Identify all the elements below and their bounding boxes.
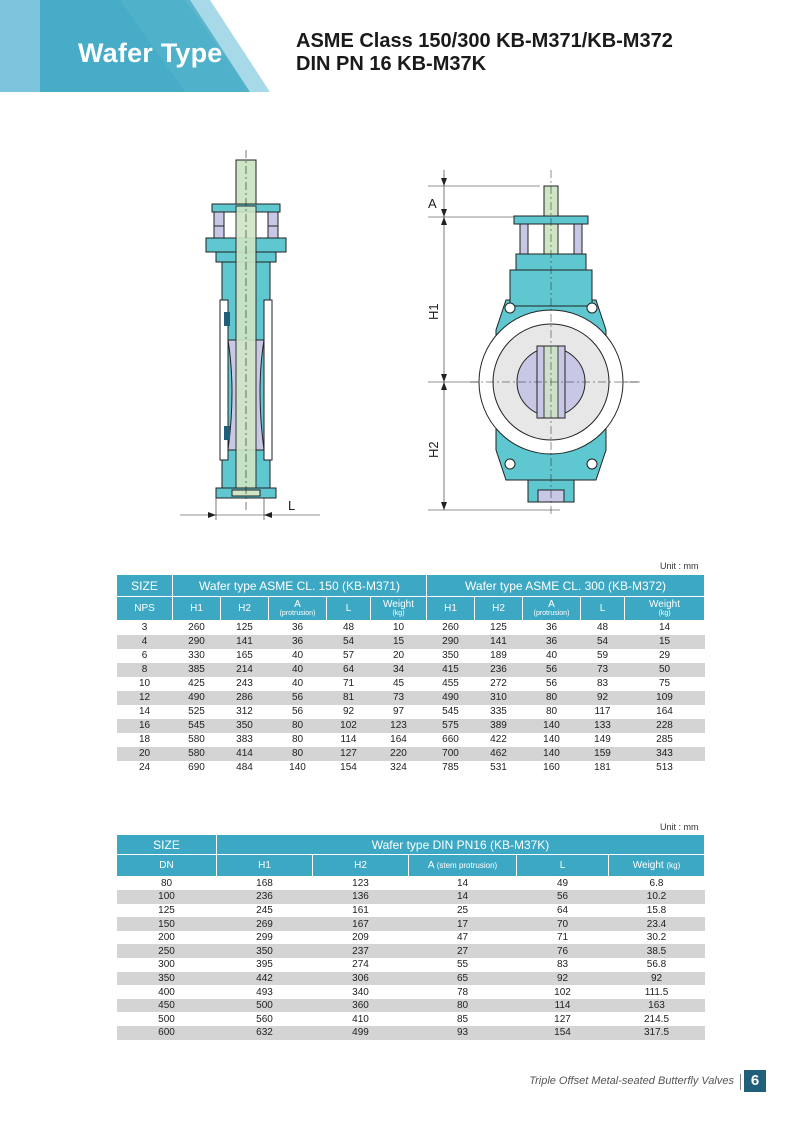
- table-cell: 49: [517, 877, 609, 891]
- table-cell: 54: [581, 635, 625, 649]
- col-a-label: A: [427, 860, 434, 871]
- table-cell: 214.5: [609, 1012, 705, 1026]
- footer-text: Triple Offset Metal-seated Butterfly Valves: [529, 1075, 734, 1087]
- table-cell: 57: [327, 649, 371, 663]
- dim-label-l: L: [288, 498, 296, 513]
- table-cell: 310: [475, 691, 523, 705]
- table-row: [117, 1026, 705, 1040]
- table-cell: 383: [221, 733, 269, 747]
- footer-divider: [740, 1074, 741, 1090]
- table-cell: 76: [517, 944, 609, 958]
- table-cell: 8: [117, 663, 173, 677]
- table-cell: 236: [475, 663, 523, 677]
- table-row: [117, 705, 705, 719]
- table-cell: 150: [117, 917, 217, 931]
- table-cell: 245: [217, 904, 313, 918]
- table-cell: 161: [313, 904, 409, 918]
- table-cell: 493: [217, 985, 313, 999]
- table-row: [117, 931, 705, 945]
- table-cell: 16: [117, 719, 173, 733]
- table-cell: 47: [409, 931, 517, 945]
- table-cell: 100: [117, 890, 217, 904]
- table-row: [117, 663, 705, 677]
- table-cell: 499: [313, 1026, 409, 1040]
- col-h1: H1: [217, 855, 313, 877]
- table-cell: 92: [581, 691, 625, 705]
- table-cell: 64: [327, 663, 371, 677]
- table-cell: 10: [371, 621, 427, 635]
- table-cell: 167: [313, 917, 409, 931]
- col-h2: H2: [313, 855, 409, 877]
- table-cell: 133: [581, 719, 625, 733]
- table-cell: 286: [221, 691, 269, 705]
- din-spec-table: [116, 834, 705, 1040]
- table-cell: 236: [217, 890, 313, 904]
- unit-label-2: Unit : mm: [660, 822, 699, 832]
- table-cell: 490: [173, 691, 221, 705]
- table-cell: 159: [581, 747, 625, 761]
- table-cell: 181: [581, 761, 625, 775]
- table-cell: 83: [581, 677, 625, 691]
- table-cell: 350: [217, 944, 313, 958]
- col-a-label: A: [548, 598, 555, 610]
- table-row: [117, 877, 705, 891]
- table-cell: 335: [475, 705, 523, 719]
- table-cell: 73: [371, 691, 427, 705]
- table-cell: 40: [269, 677, 327, 691]
- table-cell: 237: [313, 944, 409, 958]
- col-l: L: [517, 855, 609, 877]
- table-row: [117, 890, 705, 904]
- table-cell: 55: [409, 958, 517, 972]
- table-cell: 164: [625, 705, 705, 719]
- table-cell: 111.5: [609, 985, 705, 999]
- table-cell: 250: [117, 944, 217, 958]
- table-cell: 209: [313, 931, 409, 945]
- table-cell: 214: [221, 663, 269, 677]
- table-row: [117, 621, 705, 635]
- table-cell: 81: [327, 691, 371, 705]
- table-cell: 660: [427, 733, 475, 747]
- table-cell: 92: [517, 972, 609, 986]
- table-row: [117, 999, 705, 1013]
- table-cell: 164: [371, 733, 427, 747]
- col-a-note: (stem protrusion): [436, 861, 498, 870]
- header-group-cl300: Wafer type ASME CL. 300 (KB-M372): [427, 575, 705, 597]
- table-cell: 260: [173, 621, 221, 635]
- table-cell: 15: [371, 635, 427, 649]
- table-cell: 580: [173, 747, 221, 761]
- table-cell: 243: [221, 677, 269, 691]
- table-row: [117, 944, 705, 958]
- table-cell: 125: [117, 904, 217, 918]
- table-cell: 632: [217, 1026, 313, 1040]
- asme-spec-table: [116, 574, 705, 775]
- dim-label-h2: H2: [426, 441, 441, 458]
- table-cell: 317.5: [609, 1026, 705, 1040]
- table-cell: 140: [523, 747, 581, 761]
- table-cell: 123: [313, 877, 409, 891]
- table-cell: 165: [221, 649, 269, 663]
- table-cell: 274: [313, 958, 409, 972]
- col-nps: NPS: [117, 597, 173, 621]
- table-cell: 330: [173, 649, 221, 663]
- page-number: 6: [744, 1070, 766, 1092]
- col-a: [523, 597, 581, 621]
- table-cell: 56: [523, 677, 581, 691]
- table-cell: 127: [517, 1012, 609, 1026]
- dim-label-h1: H1: [426, 303, 441, 320]
- table-cell: 141: [221, 635, 269, 649]
- table-cell: 56.8: [609, 958, 705, 972]
- table-row: [117, 691, 705, 705]
- table-cell: 80: [409, 999, 517, 1013]
- table-cell: 290: [173, 635, 221, 649]
- table-cell: 75: [625, 677, 705, 691]
- table-cell: 93: [409, 1026, 517, 1040]
- table-cell: 23.4: [609, 917, 705, 931]
- table-cell: 85: [409, 1012, 517, 1026]
- col-h1: H1: [427, 597, 475, 621]
- table-cell: 127: [327, 747, 371, 761]
- col-weight-label: Weight: [632, 860, 664, 871]
- table-cell: 56: [269, 691, 327, 705]
- table-cell: 10.2: [609, 890, 705, 904]
- title-line-1: ASME Class 150/300 KB-M371/KB-M372: [296, 30, 673, 52]
- table-cell: 10: [117, 677, 173, 691]
- table-cell: 83: [517, 958, 609, 972]
- table-cell: 306: [313, 972, 409, 986]
- table-cell: 34: [371, 663, 427, 677]
- table-cell: 290: [427, 635, 475, 649]
- table-cell: 272: [475, 677, 523, 691]
- table-cell: 50: [625, 663, 705, 677]
- table-row: [117, 972, 705, 986]
- table-cell: 18: [117, 733, 173, 747]
- table-cell: 6.8: [609, 877, 705, 891]
- table-cell: 80: [269, 747, 327, 761]
- table-row: [117, 747, 705, 761]
- col-weight-label: Weight: [649, 598, 680, 610]
- col-h2: H2: [475, 597, 523, 621]
- page-title: [296, 30, 673, 76]
- col-dn: DN: [117, 855, 217, 877]
- table-cell: 324: [371, 761, 427, 775]
- col-h1: H1: [173, 597, 221, 621]
- table-cell: 389: [475, 719, 523, 733]
- table-cell: 228: [625, 719, 705, 733]
- table-cell: 168: [217, 877, 313, 891]
- col-weight: [609, 855, 705, 877]
- table-cell: 6: [117, 649, 173, 663]
- table-cell: 92: [327, 705, 371, 719]
- col-weight-label: Weight: [383, 598, 414, 610]
- table-cell: 690: [173, 761, 221, 775]
- table-cell: 40: [269, 663, 327, 677]
- table-cell: 350: [117, 972, 217, 986]
- table-row: [117, 635, 705, 649]
- table-cell: 40: [523, 649, 581, 663]
- table-cell: 48: [327, 621, 371, 635]
- table-cell: 102: [327, 719, 371, 733]
- col-weight: [625, 597, 705, 621]
- table-cell: 410: [313, 1012, 409, 1026]
- table-cell: 500: [217, 999, 313, 1013]
- header-size: SIZE: [117, 835, 217, 855]
- table-cell: 56: [523, 663, 581, 677]
- table-cell: 136: [313, 890, 409, 904]
- table-cell: 400: [117, 985, 217, 999]
- table-row: [117, 677, 705, 691]
- table-cell: 149: [581, 733, 625, 747]
- table-cell: 102: [517, 985, 609, 999]
- table-cell: 154: [327, 761, 371, 775]
- table-cell: 490: [427, 691, 475, 705]
- unit-label-1: Unit : mm: [660, 561, 699, 571]
- table-cell: 163: [609, 999, 705, 1013]
- table-cell: 12: [117, 691, 173, 705]
- col-a-note: (protrusion): [533, 609, 570, 617]
- table-cell: 140: [523, 719, 581, 733]
- table-cell: 29: [625, 649, 705, 663]
- table-cell: 545: [427, 705, 475, 719]
- table-cell: 92: [609, 972, 705, 986]
- table-cell: 56: [269, 705, 327, 719]
- table-cell: 545: [173, 719, 221, 733]
- table-cell: 97: [371, 705, 427, 719]
- table-cell: 455: [427, 677, 475, 691]
- table-cell: 425: [173, 677, 221, 691]
- table-cell: 220: [371, 747, 427, 761]
- table-cell: 15.8: [609, 904, 705, 918]
- table-cell: 20: [117, 747, 173, 761]
- table-cell: 160: [523, 761, 581, 775]
- table-cell: 80: [269, 719, 327, 733]
- table-cell: 80: [523, 691, 581, 705]
- table-cell: 525: [173, 705, 221, 719]
- table-row: [117, 958, 705, 972]
- table-cell: 385: [173, 663, 221, 677]
- valve-side-view-drawing: [170, 150, 330, 530]
- table-cell: 36: [269, 635, 327, 649]
- table-cell: 109: [625, 691, 705, 705]
- table-cell: 38.5: [609, 944, 705, 958]
- table-cell: 36: [523, 621, 581, 635]
- table-cell: 531: [475, 761, 523, 775]
- table-cell: 117: [581, 705, 625, 719]
- section-title: Wafer Type: [78, 38, 223, 68]
- table-cell: 14: [117, 705, 173, 719]
- table-cell: 30.2: [609, 931, 705, 945]
- table-cell: 343: [625, 747, 705, 761]
- table-cell: 14: [625, 621, 705, 635]
- dim-label-a: A: [428, 196, 437, 211]
- table-row: [117, 1012, 705, 1026]
- table-row: [117, 649, 705, 663]
- table-cell: 25: [409, 904, 517, 918]
- table-row: [117, 761, 705, 775]
- table-cell: 269: [217, 917, 313, 931]
- table-cell: 500: [117, 1012, 217, 1026]
- table-cell: 17: [409, 917, 517, 931]
- table-cell: 64: [517, 904, 609, 918]
- table-cell: 350: [221, 719, 269, 733]
- table-cell: 140: [523, 733, 581, 747]
- table-cell: 414: [221, 747, 269, 761]
- table-cell: 189: [475, 649, 523, 663]
- table-cell: 450: [117, 999, 217, 1013]
- header-size: SIZE: [117, 575, 173, 597]
- table-cell: 80: [117, 877, 217, 891]
- table-cell: 575: [427, 719, 475, 733]
- table-cell: 54: [327, 635, 371, 649]
- table-cell: 285: [625, 733, 705, 747]
- col-weight-note: (kg): [658, 609, 671, 617]
- table-cell: 15: [625, 635, 705, 649]
- table-cell: 14: [409, 890, 517, 904]
- table-cell: 154: [517, 1026, 609, 1040]
- table-row: [117, 719, 705, 733]
- table-cell: 80: [523, 705, 581, 719]
- col-a-note: (protrusion): [279, 609, 316, 617]
- table-cell: 560: [217, 1012, 313, 1026]
- col-l: L: [327, 597, 371, 621]
- din-table-body: [117, 877, 705, 1040]
- title-line-2: DIN PN 16 KB-M37K: [296, 53, 487, 75]
- table-row: [117, 733, 705, 747]
- table-cell: 260: [427, 621, 475, 635]
- table-cell: 299: [217, 931, 313, 945]
- table-cell: 513: [625, 761, 705, 775]
- table-cell: 24: [117, 761, 173, 775]
- table-cell: 36: [523, 635, 581, 649]
- table-cell: 415: [427, 663, 475, 677]
- table-cell: 36: [269, 621, 327, 635]
- col-a: [409, 855, 517, 877]
- asme-table-body: [117, 621, 705, 775]
- table-cell: 78: [409, 985, 517, 999]
- col-weight: [371, 597, 427, 621]
- header-group-cl150: Wafer type ASME CL. 150 (KB-M371): [173, 575, 427, 597]
- table-cell: 340: [313, 985, 409, 999]
- col-weight-note: (kg): [666, 861, 681, 870]
- table-cell: 360: [313, 999, 409, 1013]
- table-cell: 65: [409, 972, 517, 986]
- table-cell: 40: [269, 649, 327, 663]
- table-cell: 785: [427, 761, 475, 775]
- col-l: L: [581, 597, 625, 621]
- col-weight-note: (kg): [392, 609, 405, 617]
- table-cell: 300: [117, 958, 217, 972]
- table-cell: 600: [117, 1026, 217, 1040]
- table-cell: 59: [581, 649, 625, 663]
- table-cell: 114: [517, 999, 609, 1013]
- table-cell: 125: [221, 621, 269, 635]
- table-cell: 442: [217, 972, 313, 986]
- table-cell: 700: [427, 747, 475, 761]
- table-cell: 350: [427, 649, 475, 663]
- table-cell: 580: [173, 733, 221, 747]
- table-row: [117, 985, 705, 999]
- table-cell: 14: [409, 877, 517, 891]
- header-group-pn16: Wafer type DIN PN16 (KB-M37K): [217, 835, 705, 855]
- table-cell: 141: [475, 635, 523, 649]
- table-row: [117, 917, 705, 931]
- table-cell: 71: [327, 677, 371, 691]
- table-cell: 123: [371, 719, 427, 733]
- table-cell: 395: [217, 958, 313, 972]
- table-cell: 27: [409, 944, 517, 958]
- table-cell: 71: [517, 931, 609, 945]
- table-cell: 422: [475, 733, 523, 747]
- table-row: [117, 904, 705, 918]
- table-cell: 312: [221, 705, 269, 719]
- table-cell: 125: [475, 621, 523, 635]
- table-cell: 484: [221, 761, 269, 775]
- table-cell: 56: [517, 890, 609, 904]
- table-cell: 48: [581, 621, 625, 635]
- table-cell: 80: [269, 733, 327, 747]
- col-a: [269, 597, 327, 621]
- table-cell: 114: [327, 733, 371, 747]
- table-cell: 45: [371, 677, 427, 691]
- valve-front-view-drawing: [410, 150, 650, 520]
- table-cell: 200: [117, 931, 217, 945]
- table-cell: 140: [269, 761, 327, 775]
- table-cell: 73: [581, 663, 625, 677]
- table-cell: 3: [117, 621, 173, 635]
- table-cell: 4: [117, 635, 173, 649]
- col-a-label: A: [294, 598, 301, 610]
- table-cell: 20: [371, 649, 427, 663]
- table-cell: 70: [517, 917, 609, 931]
- col-h2: H2: [221, 597, 269, 621]
- table-cell: 462: [475, 747, 523, 761]
